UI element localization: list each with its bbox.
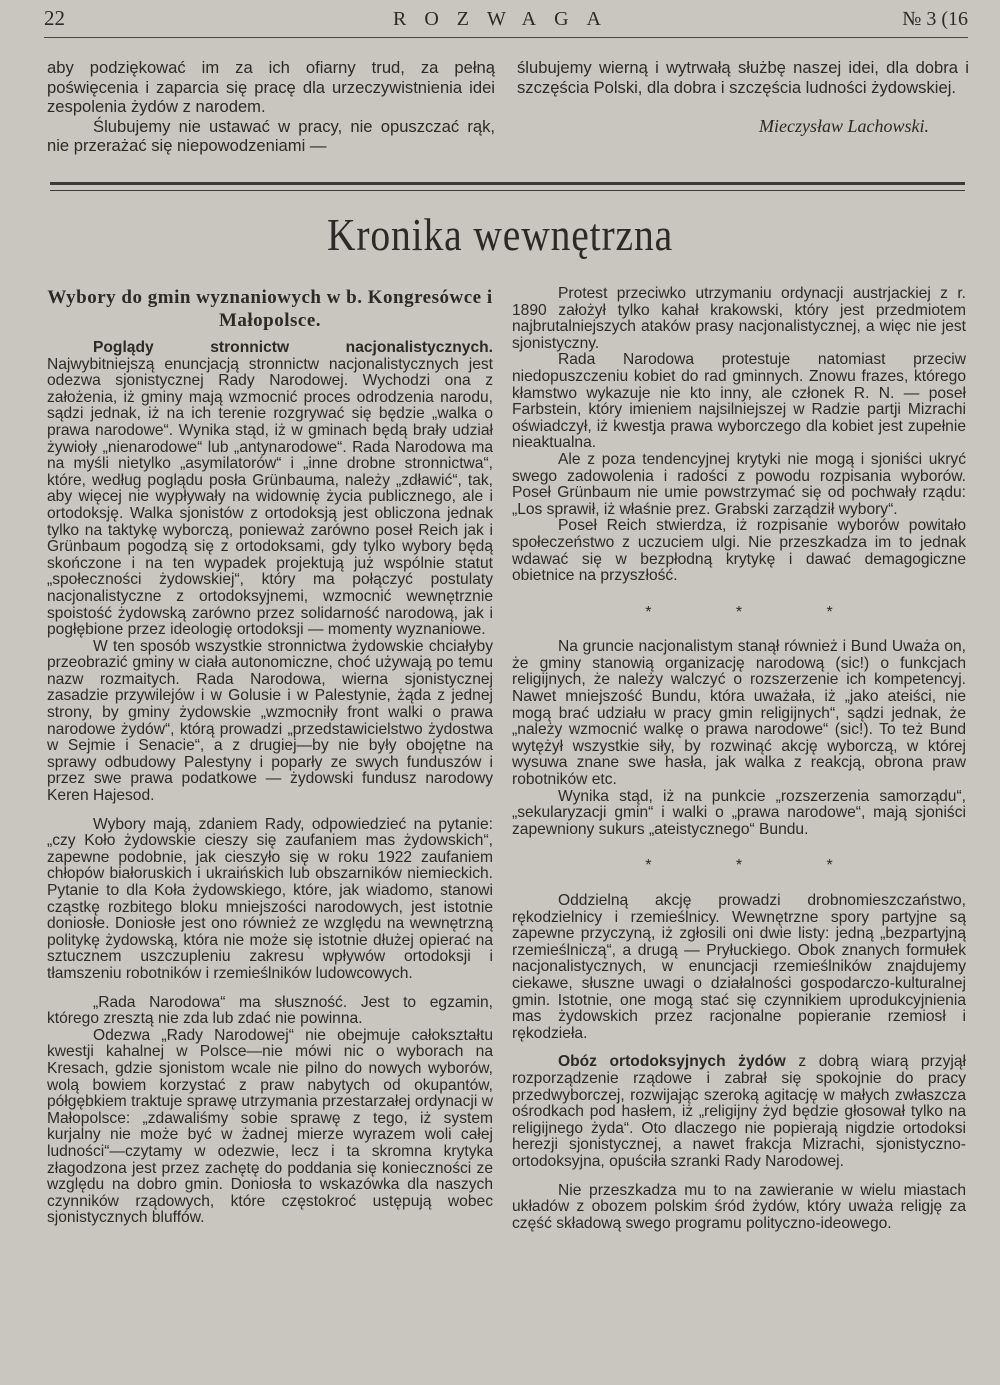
section-title: Kronika wewnętrzna [326,209,674,260]
article-paragraph [512,1054,966,1170]
left-article-column [47,286,493,1227]
section-break-stars: * * * [645,857,873,875]
intro-paragraph: aby podziękować im za ich ofiarny trud, za pełną poświęcenia i zaparcia się pracę dla urzeczywistnienia idei zespolenia żydów z narodem. [47,58,495,116]
article-paragraph: Nie przeszkadza mu to na zawieranie w wielu miastach układów z obozem polskim śród żydów, który uważa religję za część składową swego programu polityczno-ideowego. [512,1181,966,1232]
article-paragraph: Na gruncie nacjonalistym stanął również i Bund Uważa on, że gminy stanowią organizację narodową (sic!) o funkcjach religijnych, że należy walczyć o rozszerzenie ich kompetencyj. Nawet mniejszość Bundu, która uważała, iż „jako ateiści, nie mogą brać udziału w pracy gmin religijnych“, sądzi jednak, że „należy wzmocnić walkę o prawa narodowe“ (sic!). To też Bund wytężył wszystkie siły, by rozwinąć akcję wyborczą, w której wysuwa znane swe hasła, jak walka z reakcją, obrona praw robotników etc. [512,638,966,789]
page-number: 22 [44,6,65,30]
article-paragraph: Odezwa „Rady Narodowej“ nie obejmuje całokształtu kwestji kahalnej w Polsce—nie mówi nic o wyborach na Kresach, gdzie sjonistom wcale nie pilno do nowych wyborów, wolą bowiem korzystać z praw nabytych od okupantów, półgębkiem traktuje sprawę utrzymania przestarzałej ordynacji w Małopolsce: „zdawaliśmy sobie sprawę z tego, iż system kurjalny nie może być w żadnej mierze wyrazem woli całej ludności“—czytamy w odezwie, lecz i ta skromna krytyka złagodzona jest przez zachętę do poddania się konieczności ze względu na dobro gmin. Doniosła to wskazówka dla naszych czynników rządowych, które częstokroć ustępują wobec sjonistycznych bluffów. [47,1026,493,1227]
article-paragraph: „Rada Narodowa“ ma słuszność. Jest to egzamin, którego zresztą nie zda lub zdać nie powinna. [47,993,493,1028]
article-paragraph: Wynika stąd, iż na punkcie „rozszerzenia samorządu“, „sekularyzacji gmin“ i walki o „prawa narodowe“, mają sjoniści zapewniony sukurs „ateistycznego“ Bundu. [512,787,966,838]
paragraph-text: Najwybitniejszą enuncjacją stronnictw nacjonalistycznych jest odezwa sjonistycznej Rady Narodowej. Wychodzi ona z założenia, iż gminy mają wzmocnić proces odrodzenia narodu, sądzi jednak, iż na ich terenie rozgrywać się będzie „walka o prawa narodowe“. Wynika stąd, iż w gminach będą brały udział żywioły „nienarodowe“ lub „antynarodowe“. Rada Narodowa ma na myśli nietylko „asymilatorów“ i „inne drobne stronnictwa“, które, według poglądu posła Grünbauma, należy „zdławić“, tak, aby więcej nie wypływały na widownię życia publicznego, ale i ortodoksję. Walka sjonistów z ortodoksją jest obliczona jednak tylko na taktykę wyborczą, ponieważ zarówno poseł Reich jak i Grünbaum pogodzą się z ortodoksami, gdy tylko wybory będą skończone i na ten wypadek projektują już wspólnie statut „społeczności żydowskiej“, który ma połączyć postulaty nacjonalistyczne z ortodoksyjnemi, wzmocnić wewnętrznie spoistość żydowską zarówno przez solidarność narodową, jak i pogłębione przez ideologię ortodoksji — momenty wyznaniowe. [47,355,493,639]
intro-paragraph: ślubujemy wierną i wytrwałą służbę naszej idei, dla dobra i szczęścia Polski, dla dobra i szczęścia ludności żydowskiej. [517,58,969,97]
right-article-column [512,286,966,1232]
intro-right-column [517,58,969,137]
article-paragraph: Rada Narodowa protestuje natomiast przeciw niedopuszczeniu kobiet do rad gminnych. Znowu frazes, którego kłamstwo wykazuje nie kto inny, ale członek R. N. — poseł Farbstein, który imieniem najsilniejszej w Radzie partji Mizrachi oświadczył, iż kwestja prawa wyborczego dla kobiet jest zupełnie nieaktualna. [512,351,966,452]
paragraph-text: z dobrą wiarą przyjął rozporządzenie rządowe i zabrał się spokojnie do pracy przedwyborczej, rozwijając szeroką agitację w małych zwłaszcza ośrodkach pod hasłem, iż „religijny żyd będzie głosował tylko na religijnego żyda“. Oto dlaczego nie popierają nigdzie ortodoksi herezji sjonistycznej, a nawet frakcja Mizrachi, sjonistyczno-ortodoksyjna, opuściła szranki Rady Narodowej. [512,1053,966,1170]
issue-number: № 3 (16 [902,8,968,30]
article-paragraph: Ale z poza tendencyjnej krytyki nie mogą i sjoniści ukryć swego zadowolenia i radości z powodu rozpisania wyborów. Poseł Grünbaum nie umie powstrzymać się od pochwały rządu: „Los sprawił, iż właśnie prez. Grabski zarządził wybory“. [512,450,966,518]
journal-title: ROZWAGA [393,8,619,30]
article-paragraph: Oddzielną akcję prowadzi drobnomieszczaństwo, rękodzielnicy i rzemieślnicy. Wewnętrzne spory partyjne są zapewne przyczyną, iż zgłosili oni dwie listy: jedną „bezpartyjną rzemieślniczą“, a drugą — Pryłuckiego. Obok znanych formułek nacjonalistycznych, w enuncjacji rzemieślników znajdujemy ciekawe, słuszne uwagi o działalności gospodarczo-kulturalnej gmin. Istotnie, one mogą stać się czynnikiem uprodukcyjnienia mas żydowskich przez racjonalne popieranie rzemiosł i rękodzieła. [512,892,966,1042]
section-divider [50,182,965,191]
article-paragraph: Poseł Reich stwierdza, iż rozpisanie wyborów powitało społeczeństwo z uczuciem ulgi. Nie przeszkadza im to jednak wdawać się w bezpłodną krytykę i dawać demagogiczne obietnice na przyszłość. [512,517,966,585]
article-paragraph: Protest przeciwko utrzymaniu ordynacji austrjackiej z r. 1890 założył tylko kahał krakowski, który jest przedmiotem najbrutalniejszych ataków prasy nacjonalistycznej, a więc nie jest sjonistyczny. [512,285,966,352]
article-subtitle: Wybory do gmin wyznaniowych w b. Kongresówce i Małopolsce. [47,287,493,331]
intro-left-column [47,58,495,156]
intro-paragraph: Ślubujemy nie ustawać w pracy, nie opuszczać rąk, nie przerażać się niepowodzeniami — [47,116,495,155]
lead-heading: Poglądy stronnictw nacjonalistycznych. [93,339,493,356]
page-header [44,6,968,36]
header-rule [44,37,968,38]
article-paragraph: Wybory mają, zdaniem Rady, odpowiedzieć na pytanie: „czy Koło żydowskie cieszy się zaufaniem mas żydowskich“, zapewne podobnie, jak cieszyło się w roku 1922 zaufaniem chłopów białoruskich i ukraińskich lub obszarników niemieckich. Pytanie to dla Koła żydowskiego, które, jak wiadomo, stanowi cząstkę rozbitego bloku mniejszości narodowych, jest istotnie doniosłe. Doniosłe jest ono również ze względu na wewnętrzną politykę żydowską, która nie może się istotnie dłużej opierać na sztucznem uszczupleniu zakresu wpływów ortodoksji i tłamszeniu robotników i rzemieślników ludowcowych. [47,815,493,982]
article-paragraph [47,340,493,639]
author-signature: Mieczysław Lachowski. [759,116,929,136]
article-paragraph: W ten sposób wszystkie stronnictwa żydowskie chciałyby przeobrazić gminy w ciała autonomiczne, choć używają po temu nazw rozmaitych. Rada Narodowa, wierna sjonistycznej zasadzie przywilejów i w Golusie i w Palestynie, żąda z jednej strony, by gminy żydowskie „wzmocniły front walki o prawa narodowe żydów“, którą prowadzi „przedstawicielstwo żydostwa w Sejmie i Senacie“, a z drugiej—by nie były obojętne na sprawy odbudowy Palestyny i poparły ze swych funduszów i przez swe prawa podatkowe — żydowski fundusz narodowy Keren Hajesod. [47,637,493,805]
section-break-stars: * * * [645,603,873,621]
lead-heading: Obóz ortodoksyjnych żydów [558,1053,786,1071]
